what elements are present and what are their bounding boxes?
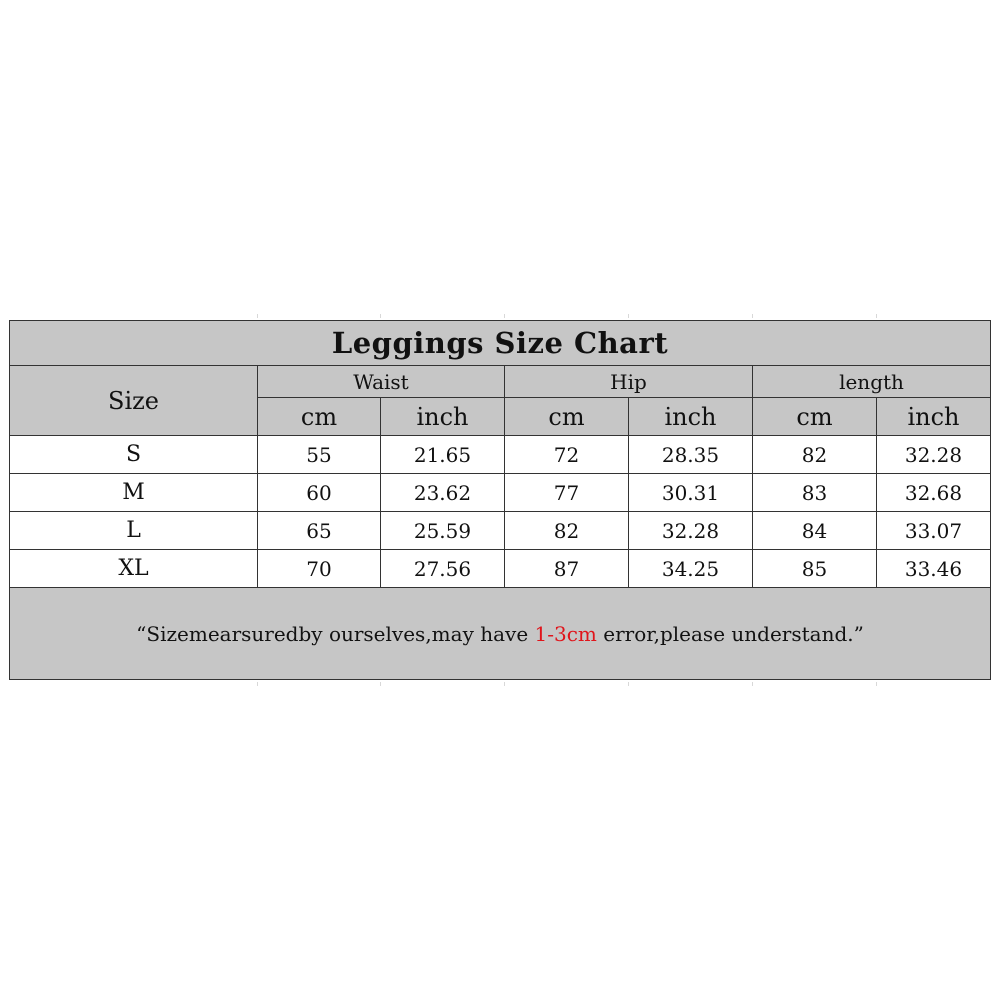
table-cell: 72: [505, 436, 629, 474]
unit-header: inch: [381, 398, 505, 436]
hip-group-header: Hip: [505, 366, 753, 398]
table-row: [10, 512, 991, 550]
table-cell: 25.59: [381, 512, 505, 550]
size-column-header: Size: [10, 366, 258, 436]
gridline-tick: [752, 314, 753, 318]
unit-header: inch: [877, 398, 991, 436]
table-cell: 32.28: [877, 436, 991, 474]
note-suffix: error,please understand.”: [596, 621, 864, 646]
gridline-tick: [876, 682, 877, 686]
unit-header: cm: [505, 398, 629, 436]
gridline-tick: [257, 682, 258, 686]
gridline-tick: [876, 314, 877, 318]
table-row: [10, 550, 991, 588]
table-cell: 60: [258, 474, 381, 512]
unit-header: cm: [753, 398, 877, 436]
gridline-tick: [380, 682, 381, 686]
size-label: XL: [10, 550, 258, 588]
table-cell: 55: [258, 436, 381, 474]
gridline-tick: [257, 314, 258, 318]
table-row: [10, 474, 991, 512]
size-label: S: [10, 436, 258, 474]
size-label: M: [10, 474, 258, 512]
table-cell: 70: [258, 550, 381, 588]
unit-header: inch: [629, 398, 753, 436]
waist-group-header: Waist: [258, 366, 505, 398]
table-cell: 34.25: [629, 550, 753, 588]
title-row: [10, 321, 991, 366]
table-cell: 21.65: [381, 436, 505, 474]
table-cell: 82: [753, 436, 877, 474]
table-cell: 65: [258, 512, 381, 550]
table-cell: 23.62: [381, 474, 505, 512]
unit-header: cm: [258, 398, 381, 436]
gridline-tick: [504, 314, 505, 318]
size-table: [9, 320, 991, 680]
size-label: L: [10, 512, 258, 550]
group-header-row: [10, 366, 991, 398]
table-cell: 85: [753, 550, 877, 588]
measurement-note: [10, 588, 991, 680]
gridline-tick: [628, 682, 629, 686]
table-cell: 83: [753, 474, 877, 512]
table-cell: 33.07: [877, 512, 991, 550]
note-prefix: “Sizemearsuredby ourselves,may have: [136, 621, 535, 646]
note-row: [10, 588, 991, 680]
table-row: [10, 436, 991, 474]
table-cell: 30.31: [629, 474, 753, 512]
gridline-tick: [628, 314, 629, 318]
table-cell: 82: [505, 512, 629, 550]
table-cell: 33.46: [877, 550, 991, 588]
table-cell: 84: [753, 512, 877, 550]
size-chart: [9, 320, 990, 680]
table-cell: 77: [505, 474, 629, 512]
table-cell: 32.68: [877, 474, 991, 512]
gridline-tick: [380, 314, 381, 318]
table-cell: 32.28: [629, 512, 753, 550]
table-cell: 87: [505, 550, 629, 588]
gridline-tick: [504, 682, 505, 686]
gridline-tick: [752, 682, 753, 686]
chart-title: Leggings Size Chart: [10, 321, 991, 366]
note-error-range: 1-3cm: [534, 621, 597, 646]
table-cell: 27.56: [381, 550, 505, 588]
length-group-header: length: [753, 366, 991, 398]
table-cell: 28.35: [629, 436, 753, 474]
